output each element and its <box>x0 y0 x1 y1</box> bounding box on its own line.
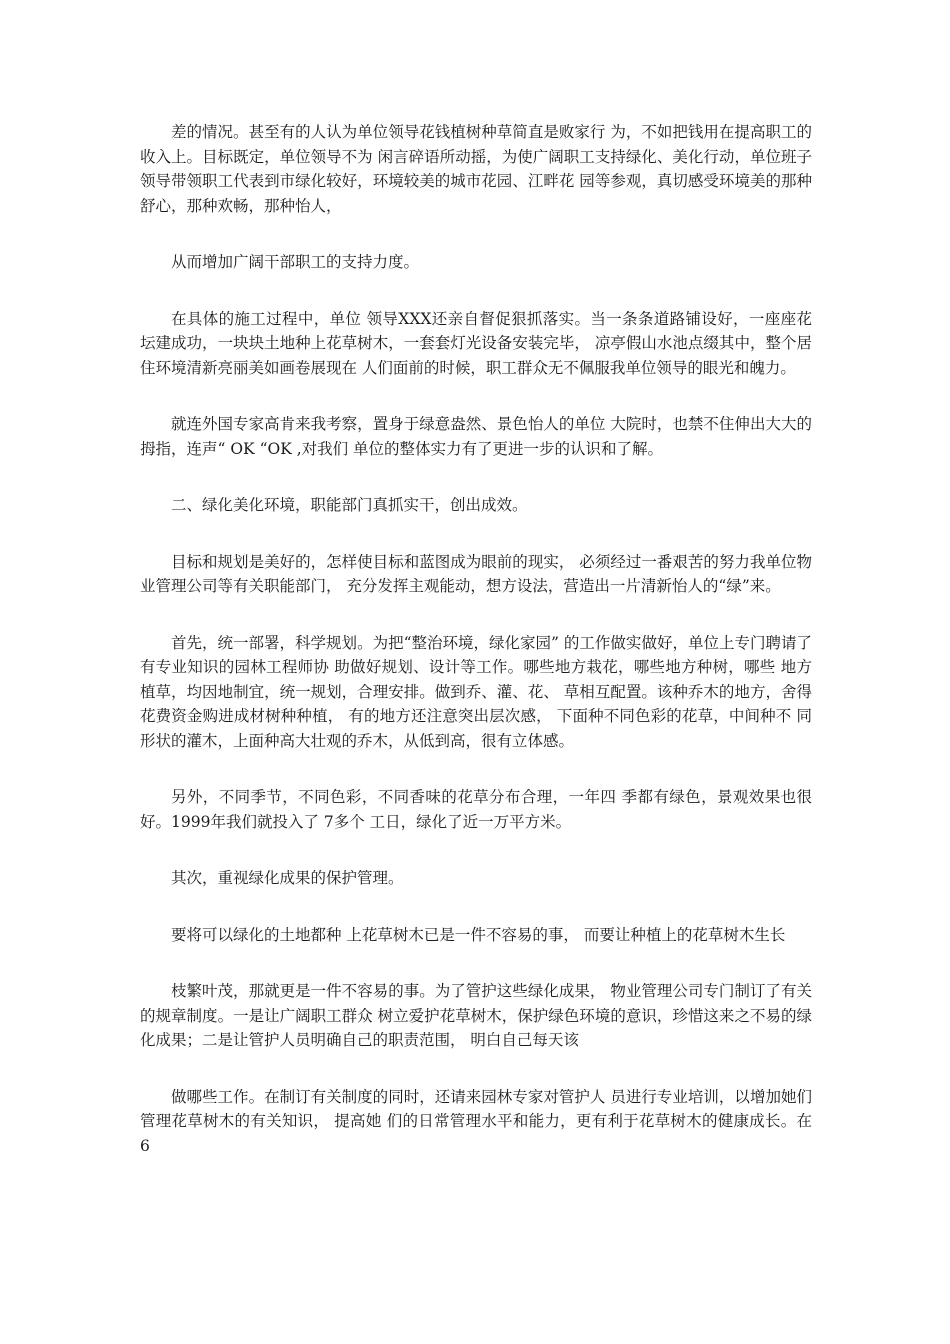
paragraph: 做哪些工作。在制订有关制度的同时，还请来园林专家对管护人 员进行专业培训，以增加她们管理花草树木的有关知识， 提高她 们的日常管理水平和能力，更有利于花草树木的健康成长。在 6 <box>140 1087 812 1155</box>
paragraph: 其次，重视绿化成果的保护管理。 <box>171 869 404 887</box>
document-body <box>140 120 812 1190</box>
paragraph: 目标和规划是美好的，怎样使目标和蓝图成为眼前的现实， 必须经过一番艰苦的努力我单位物业管理公司等有关职能部门， 充分发挥主观能动，想方设法，营造出一片清新怡人的“绿”来。 <box>140 552 812 595</box>
paragraph: 差的情况。甚至有的人认为单位领导花钱植树种草简直是败家行 为，不如把钱用在提高职工的收入上。目标既定，单位领导不为 闲言碎语所动摇，为使广阔职工支持绿化、美化行动，单位班子 领导带领职工代表到市绿化较好，环境较美的城市花园、江畔花 园等参观，真切感受环境美的那种舒心，那种欢畅，那种怡人， <box>140 123 812 215</box>
paragraph: 要将可以绿化的土地都种 上花草树木已是一件不容易的事， 而要让种植上的花草树木生长 <box>171 925 786 944</box>
paragraph: 枝繁叶茂，那就更是一件不容易的事。为了管护这些绿化成果， 物业管理公司专门制订了有关的规章制度。一是让广阔职工群众 树立爱护花草树木，保护绿色环境的意识，珍惜这来之不易的绿 化成果；二是让管护人员明确自己的职责范围， 明白自己每天该 <box>140 982 812 1049</box>
paragraph: 在具体的施工过程中，单位 领导XXX还亲自督促狠抓落实。当一条条道路铺设好，一座座花 坛建成功，一块块土地种上花草树木，一套套灯光设备安装完毕， 凉亭假山水池点缀其中，整个居住环境清新亮丽美如画卷展现在 人们面前的时候，职工群众无不佩服我单位领导的眼光和魄力。 <box>140 309 812 377</box>
section-heading: 二、绿化美化环境，职能部门真抓实干，创出成效。 <box>171 496 528 514</box>
paragraph: 另外，不同季节，不同色彩，不同香味的花草分布合理，一年四 季都有绿色，景观效果也很好。1999年我们就投入了 7多个 工日，绿化了近一万平方米。 <box>140 788 812 831</box>
paragraph: 从而增加广阔干部职工的支持力度。 <box>171 253 420 271</box>
paragraph: 首先，统一部署，科学规划。为把“整治环境，绿化家园” 的工作做实做好，单位上专门聘请了有专业知识的园林工程师协 助做好规划、设计等工作。哪些地方栽花，哪些地方种树，哪些 地方植草，均因地制宜，统一规划，合理安排。做到乔、灌、花、 草相互配置。该种乔木的地方，舍得花费资金购进成材树种种植， 有的地方还注意突出层次感， 下面种不同色彩的花草，中间种不 同形状的灌木，上面种高大壮观的乔木，从低到高，很有立体感。 <box>140 633 812 750</box>
paragraph: 就连外国专家高肯来我考察，置身于绿意盎然、景色怡人的单位 大院时，也禁不住伸出大大的拇指，连声“ OK “OK ,对我们 单位的整体实力有了更进一步的认识和了解。 <box>140 415 812 458</box>
